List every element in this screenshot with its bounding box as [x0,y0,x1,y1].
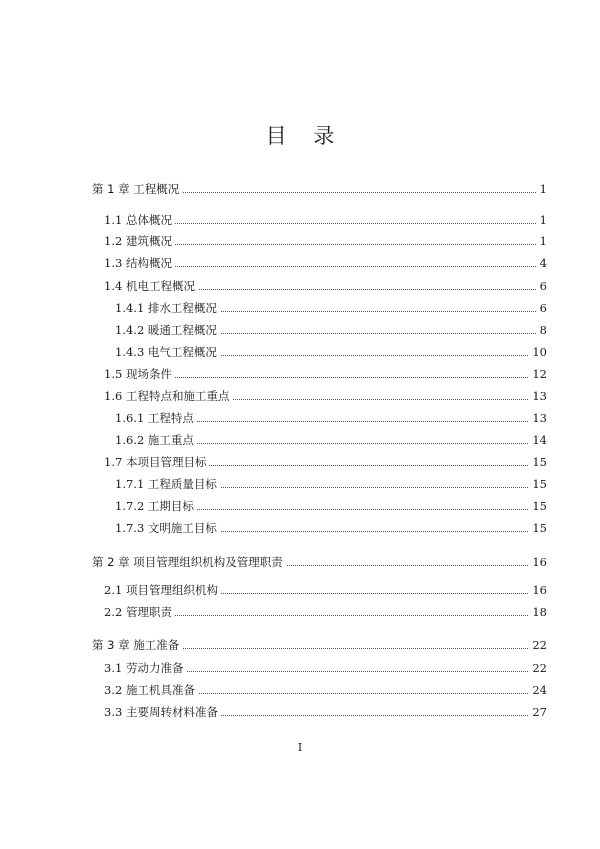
toc-entry[interactable] [0,475,600,493]
toc-entry-label: 1.4.3 电气工程概况 [115,343,220,361]
page-title: 目 录 [265,124,345,148]
toc-entry[interactable] [0,519,600,537]
toc-entry[interactable] [0,343,600,361]
toc-entry-label: 2.1 项目管理组织机构 [104,581,221,599]
toc-entry-label: 1.6.1 工程特点 [115,409,197,427]
toc-entry-page: 12 [529,365,547,383]
toc-entry-page: 24 [529,681,547,699]
toc-entry-page: 16 [529,581,547,599]
toc-entry-label: 1.3 结构概况 [104,254,175,272]
toc-entry[interactable] [0,321,600,339]
toc-entry-label: 2.2 管理职责 [104,603,175,621]
toc-entry-label: 1.6.2 施工重点 [115,431,197,449]
toc-entry-page: 18 [529,603,547,621]
toc-entry-page: 13 [529,387,547,405]
toc-entry-label: 1.4.2 暖通工程概况 [115,321,220,339]
toc-entry[interactable] [0,431,600,449]
toc-chapter-entry[interactable] [0,180,600,198]
toc-entry-label: 1.5 现场条件 [104,365,175,383]
page-number: I [297,741,303,754]
toc-entry[interactable] [0,211,600,229]
toc-entry[interactable] [0,387,600,405]
toc-entry-label: 3.1 劳动力准备 [104,659,186,677]
toc-entry-label: 第 1 章 工程概况 [92,180,182,198]
toc-entry-page: 15 [529,453,547,471]
toc-entry[interactable] [0,603,600,621]
toc-entry[interactable] [0,254,600,272]
toc-entry[interactable] [0,299,600,317]
toc-entry[interactable] [0,681,600,699]
toc-entry[interactable] [0,365,600,383]
toc-entry-page: 13 [529,409,547,427]
toc-entry[interactable] [0,659,600,677]
toc-entry-page: 15 [529,519,547,537]
toc-entry-page: 4 [537,254,547,272]
toc-entry-label: 1.7.3 文明施工目标 [115,519,220,537]
toc-entry[interactable] [0,232,600,250]
toc-entry[interactable] [0,703,600,721]
toc-entry[interactable] [0,581,600,599]
toc-entry-label: 1.7.1 工程质量目标 [115,475,220,493]
toc-entry-page: 6 [537,299,547,317]
toc-entry-page: 22 [529,636,547,654]
toc-chapter-entry[interactable] [0,636,600,654]
toc-entry[interactable] [0,497,600,515]
toc-entry-label: 3.2 施工机具准备 [104,681,198,699]
toc-entry-label: 1.6 工程特点和施工重点 [104,387,232,405]
toc-chapter-entry[interactable] [0,553,600,571]
toc-entry-page: 16 [529,553,547,571]
toc-entry-page: 15 [529,475,547,493]
toc-entry-page: 1 [537,211,547,229]
toc-entry-label: 1.2 建筑概况 [104,232,175,250]
toc-entry-label: 1.1 总体概况 [104,211,175,229]
toc-entry-label: 3.3 主要周转材料准备 [104,703,221,721]
toc-entry[interactable] [0,453,600,471]
toc-entry-page: 27 [529,703,547,721]
toc-entry-label: 第 3 章 施工准备 [92,636,182,654]
toc-entry[interactable] [0,277,600,295]
toc-entry-page: 8 [537,321,547,339]
toc-entry-label: 1.7 本项目管理目标 [104,453,209,471]
toc-entry-page: 14 [529,431,547,449]
toc-entry-page: 1 [537,232,547,250]
toc-entry-label: 1.4.1 排水工程概况 [115,299,220,317]
toc-entry-page: 10 [529,343,547,361]
toc-entry-page: 1 [537,180,547,198]
toc-entry-page: 15 [529,497,547,515]
toc-entry-label: 1.4 机电工程概况 [104,277,198,295]
toc-entry-label: 第 2 章 项目管理组织机构及管理职责 [92,553,286,571]
toc-entry[interactable] [0,409,600,427]
toc-entry-label: 1.7.2 工期目标 [115,497,197,515]
toc-entry-page: 22 [529,659,547,677]
toc-entry-page: 6 [537,277,547,295]
